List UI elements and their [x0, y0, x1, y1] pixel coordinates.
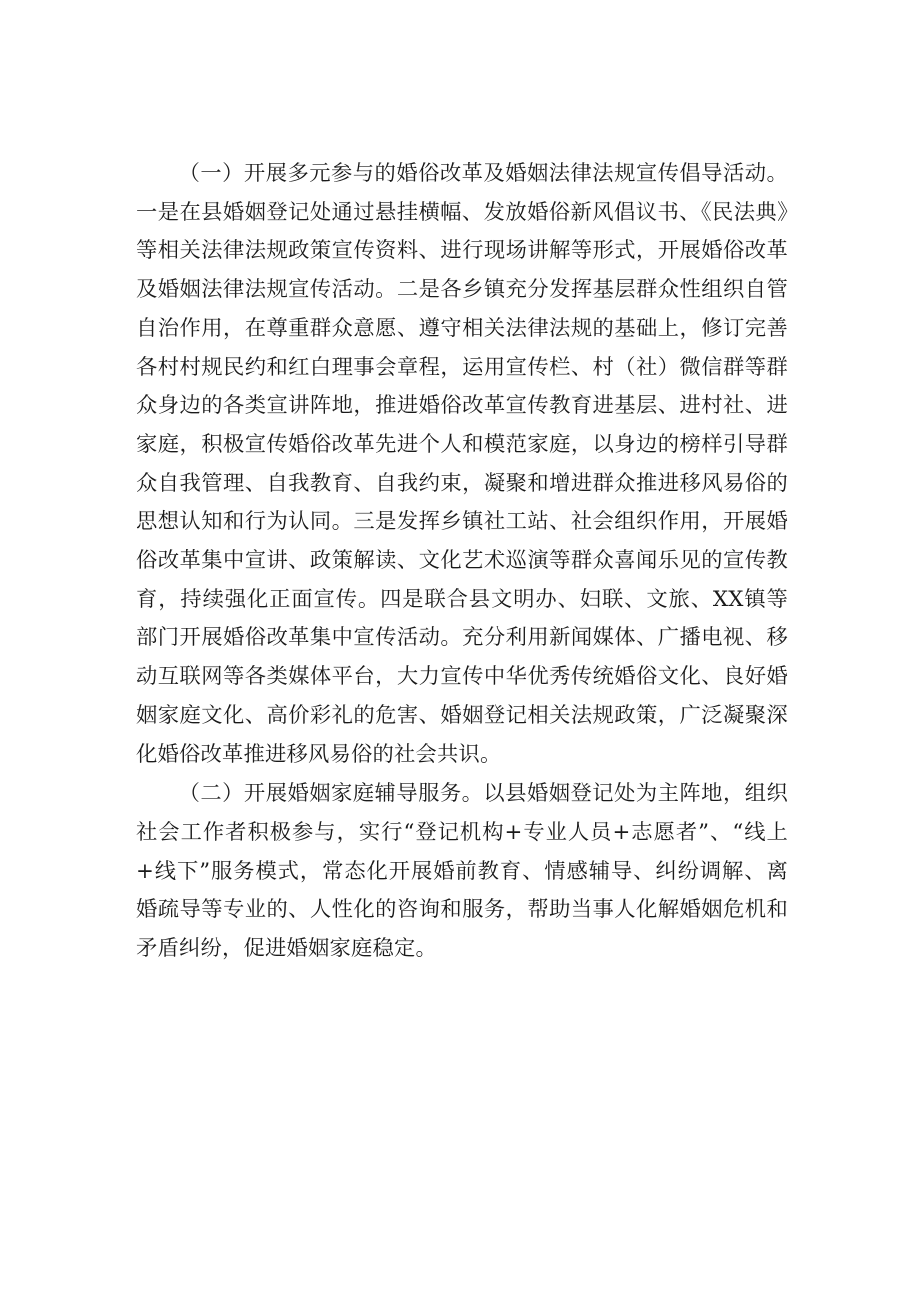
paragraph-family-counseling: （二）开展婚姻家庭辅导服务。以县婚姻登记处为主阵地，组织社会工作者积极参与，实行“登记机构+专业人员+志愿者”、“线上+线下”服务模式，常态化开展婚前教育、情感辅导、纠纷调解、离婚疏导等专业的、人性化的咨询和服务，帮助当事人化解婚姻危机和矛盾纠纷，促进婚姻家庭稳定。	[136, 781, 788, 962]
paragraph-publicity-activities: （一）开展多元参与的婚俗改革及婚姻法律法规宣传倡导活动。一是在县婚姻登记处通过悬挂横幅、发放婚俗新风倡议书、《民法典》等相关法律法规政策宣传资料、进行现场讲解等形式，开展婚俗改革及婚姻法律法规宣传活动。二是各乡镇充分发挥基层群众性组织自管自治作用，在尊重群众意愿、遵守相关法律法规的基础上，修订完善各村村规民约和红白理事会章程，运用宣传栏、村（社）微信群等群众身边的各类宣讲阵地，推进婚俗改革宣传教育进基层、进村社、进家庭，积极宣传婚俗改革先进个人和模范家庭，以身边的榜样引导群众自我管理、自我教育、自我约束，凝聚和增进群众推进移风易俗的思想认知和行为认同。三是发挥乡镇社工站、社会组织作用，开展婚俗改革集中宣讲、政策解读、文化艺术巡演等群众喜闻乐见的宣传教育，持续强化正面宣传。四是联合县文明办、妇联、文旅、XX镇等部门开展婚俗改革集中宣传活动。充分利用新闻媒体、广播电视、移动互联网等各类媒体平台，大力宣传中华优秀传统婚俗文化、良好婚姻家庭文化、高价彩礼的危害、婚姻登记相关法规政策，广泛凝聚深化婚俗改革推进移风易俗的社会共识。	[136, 161, 788, 767]
document-body	[136, 155, 788, 969]
